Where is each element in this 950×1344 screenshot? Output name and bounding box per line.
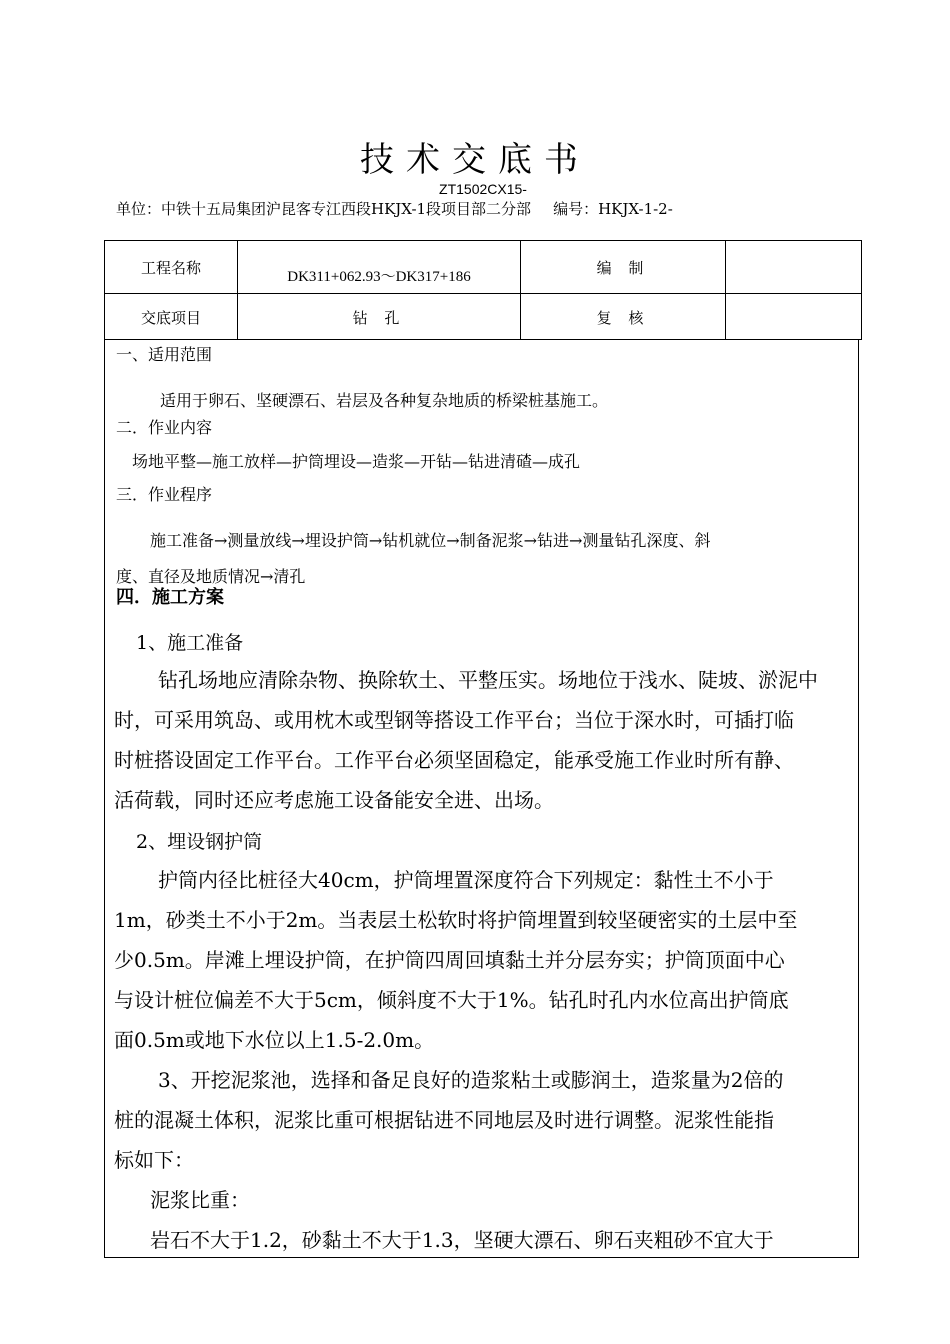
paragraph-line: 少0.5m。岸滩上埋设护筒，在护筒四周回填黏土并分层夯实；护筒顶面中心 bbox=[114, 948, 785, 972]
paragraph-line: 时，可采用筑岛、或用枕木或型钢等搭设工作平台；当位于深水时，可插打临 bbox=[114, 708, 794, 732]
subsection-2-title: 2、埋设钢护筒 bbox=[136, 831, 263, 853]
section-1-title: 一、适用范围 bbox=[116, 345, 213, 364]
section-3-line-2: 度、直径及地质情况→清孔 bbox=[116, 567, 306, 586]
section-2-title: 二．作业内容 bbox=[116, 418, 213, 437]
info-table bbox=[104, 240, 862, 340]
review-value bbox=[726, 294, 861, 341]
item-value: 钻 孔 bbox=[352, 309, 406, 327]
paragraph-line: 钻孔场地应清除杂物、换除软土、平整压实。场地位于浅水、陡坡、淤泥中 bbox=[158, 668, 818, 692]
unit-line bbox=[116, 199, 673, 219]
paragraph-mud-pit bbox=[114, 1060, 852, 1180]
paragraph-line: 标如下： bbox=[114, 1148, 194, 1172]
paragraph-mud-density bbox=[114, 1180, 852, 1260]
paragraph-site-prep bbox=[114, 660, 852, 820]
paragraph-line: 3、开挖泥浆池，选择和备足良好的造浆粘土或膨润土，造浆量为2倍的 bbox=[158, 1068, 784, 1092]
paragraph-line: 面0.5m或地下水位以上1.5-2.0m。 bbox=[114, 1028, 435, 1052]
project-name-value: DK311+062.93～DK317+186 bbox=[287, 268, 471, 285]
paragraph-casing bbox=[114, 860, 852, 1060]
review-label: 复 核 bbox=[596, 309, 650, 327]
document-title: 技术交底书 bbox=[360, 140, 590, 180]
section-3-title: 三．作业程序 bbox=[116, 485, 213, 504]
section-1-text: 适用于卵石、坚硬漂石、岩层及各种复杂地质的桥梁桩基施工。 bbox=[160, 391, 609, 410]
paragraph-line: 护筒内径比桩径大40cm，护筒埋置深度符合下列规定：黏性土不小于 bbox=[158, 868, 774, 892]
subsection-1-title: 1、施工准备 bbox=[136, 632, 244, 654]
paragraph-line: 岩石不大于1.2，砂黏土不大于1.3，坚硬大漂石、卵石夹粗砂不宜大于 bbox=[150, 1228, 774, 1252]
paragraph-line: 泥浆比重： bbox=[150, 1188, 250, 1212]
paragraph-line: 与设计桩位偏差不大于5cm，倾斜度不大于1%。钻孔时孔内水位高出护筒底 bbox=[114, 988, 789, 1012]
compile-value bbox=[726, 241, 861, 293]
unit-text: 单位：中铁十五局集团沪昆客专江西段HKJX-1段项目部二分部 bbox=[116, 200, 532, 218]
project-name-label: 工程名称 bbox=[140, 258, 201, 277]
item-label: 交底项目 bbox=[140, 309, 201, 327]
section-2-text: 场地平整—施工放样—护筒埋设—造浆—开钻—钻进清碴—成孔 bbox=[132, 452, 581, 471]
paragraph-line: 活荷载，同时还应考虑施工设备能安全进、出场。 bbox=[114, 788, 554, 812]
section-3-line-1: 施工准备→测量放线→埋设护筒→钻机就位→制备泥浆→钻进→测量钻孔深度、斜 bbox=[150, 531, 711, 550]
section-4-title: 四．施工方案 bbox=[116, 587, 224, 608]
document-code: ZT1502CX15- bbox=[439, 181, 527, 197]
document-number: 编号：HKJX-1-2- bbox=[553, 200, 673, 218]
paragraph-line: 桩的混凝土体积，泥浆比重可根据钻进不同地层及时进行调整。泥浆性能指 bbox=[114, 1108, 774, 1132]
compile-label: 编 制 bbox=[596, 258, 650, 277]
paragraph-line: 1m，砂类土不小于2m。当表层土松软时将护筒埋置到较坚硬密实的土层中至 bbox=[114, 908, 798, 932]
paragraph-line: 时桩搭设固定工作平台。工作平台必须坚固稳定，能承受施工作业时所有静、 bbox=[114, 748, 794, 772]
